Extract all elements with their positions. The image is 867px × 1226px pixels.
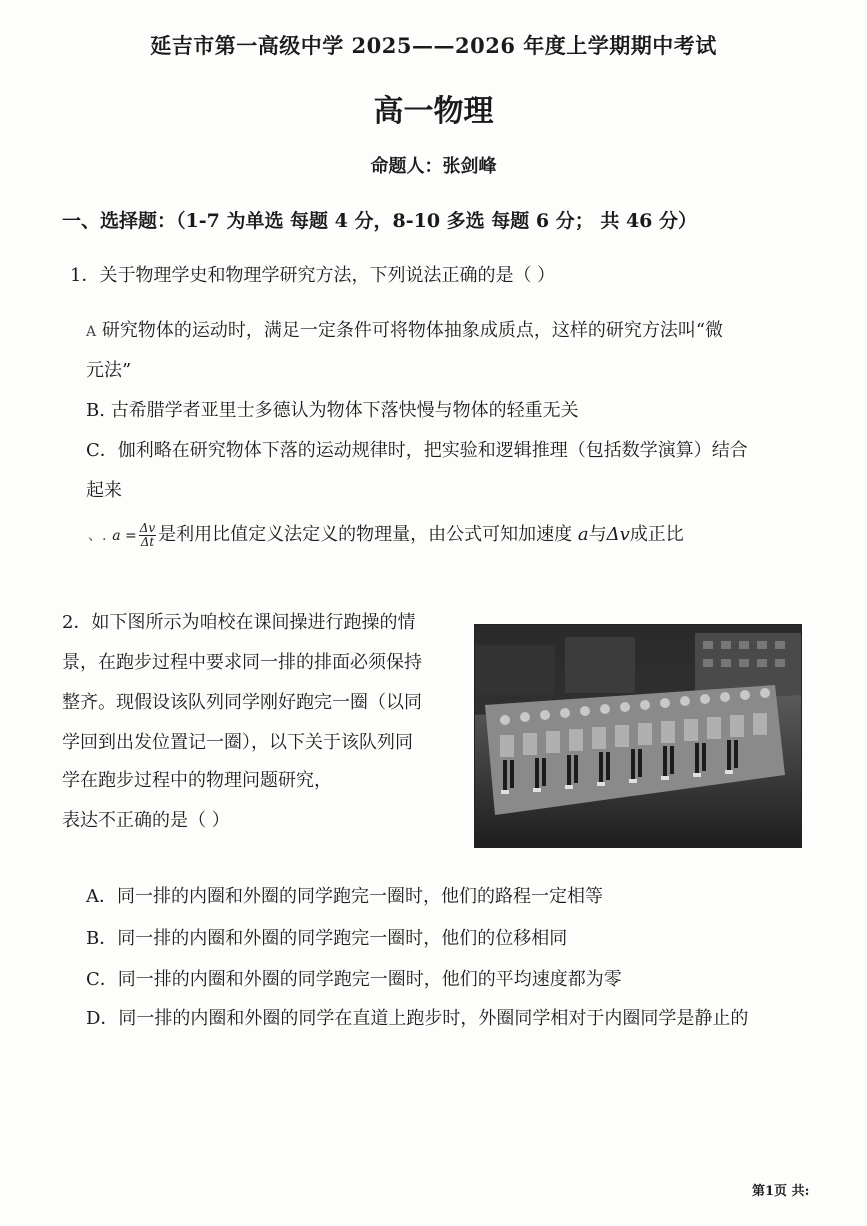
q1-option-a xyxy=(86,316,723,342)
q1-option-d-label: 、. xyxy=(88,528,107,544)
q2-option-a: A．同一排的内圈和外圈的同学跑完一圈时，他们的路程一定相等 xyxy=(86,886,603,907)
q1-option-a-text: 研究物体的运动时，满足一定条件可将物体抽象成质点，这样的研究方法叫“微 xyxy=(101,320,724,341)
q1-option-d xyxy=(88,520,684,549)
q1-option-c: C．伽利略在研究物体下落的运动规律时，把实验和逻辑推理（包括数学演算）结合 xyxy=(86,440,748,461)
q1-option-d-text-3: 成正比 xyxy=(629,524,684,545)
q2-option-d: D．同一排的内圈和外圈的同学在直道上跑步时，外圈同学相对于内圈同学是静止的 xyxy=(86,1008,749,1029)
q1-option-a-label: A xyxy=(86,324,97,340)
q1-formula-lhs: a = xyxy=(112,528,137,544)
q1-option-b-text: 古希腊学者亚里士多德认为物体下落快慢与物体的轻重无关 xyxy=(110,400,579,421)
q2-stem-line6: 表达不正确的是（ ） xyxy=(62,810,230,831)
page-number: 第1页 共: xyxy=(752,1184,810,1199)
q2-stem-line3: 整齐。现假设该队列同学刚好跑完一圈（以同 xyxy=(62,692,422,713)
q1-stem: 1．关于物理学史和物理学研究方法，下列说法正确的是（ ） xyxy=(70,265,556,286)
q1-formula-numerator: Δv xyxy=(139,520,156,535)
q2-stem-line2: 景，在跑步过程中要求同一排的排面必须保持 xyxy=(62,652,422,673)
q1-formula-denominator: Δt xyxy=(140,534,155,549)
q2-option-b: B．同一排的内圈和外圈的同学跑完一圈时，他们的位移相同 xyxy=(86,928,568,949)
q2-option-c: C．同一排的内圈和外圈的同学跑完一圈时，他们的平均速度都为零 xyxy=(86,969,622,990)
section-heading: 一、选择题：（1-7 为单选 每题 4 分，8-10 多选 每题 6 分； 共 46 分） xyxy=(62,210,698,232)
q1-option-d-text-2: 与 xyxy=(588,524,607,545)
q2-stem-line1: 2．如下图所示为咱校在课间操进行跑操的情 xyxy=(62,612,416,633)
q1-option-a-cont: 元法” xyxy=(86,360,132,381)
q2-stem-line5: 学在跑步过程中的物理问题研究， xyxy=(62,770,332,791)
running-students-photo xyxy=(474,624,802,848)
q2-stem-line4: 学回到出发位置记一圈），以下关于该队列同 xyxy=(62,732,413,753)
exam-subject: 高一物理 xyxy=(373,94,494,129)
q1-option-b-label: B. xyxy=(86,400,105,421)
q1-var-a: a xyxy=(577,524,589,545)
q1-var-dv: Δv xyxy=(606,524,630,545)
q1-option-b xyxy=(86,396,579,422)
exam-title: 延吉市第一高级中学 2025——2026 年度上学期期中考试 xyxy=(150,33,717,58)
q1-formula-fraction xyxy=(139,522,156,549)
q1-option-d-text-1: 是利用比值定义法定义的物理量，由公式可知加速度 xyxy=(158,524,573,545)
exam-author: 命题人：张剑峰 xyxy=(370,156,497,177)
q1-option-c-cont: 起来 xyxy=(86,480,122,501)
